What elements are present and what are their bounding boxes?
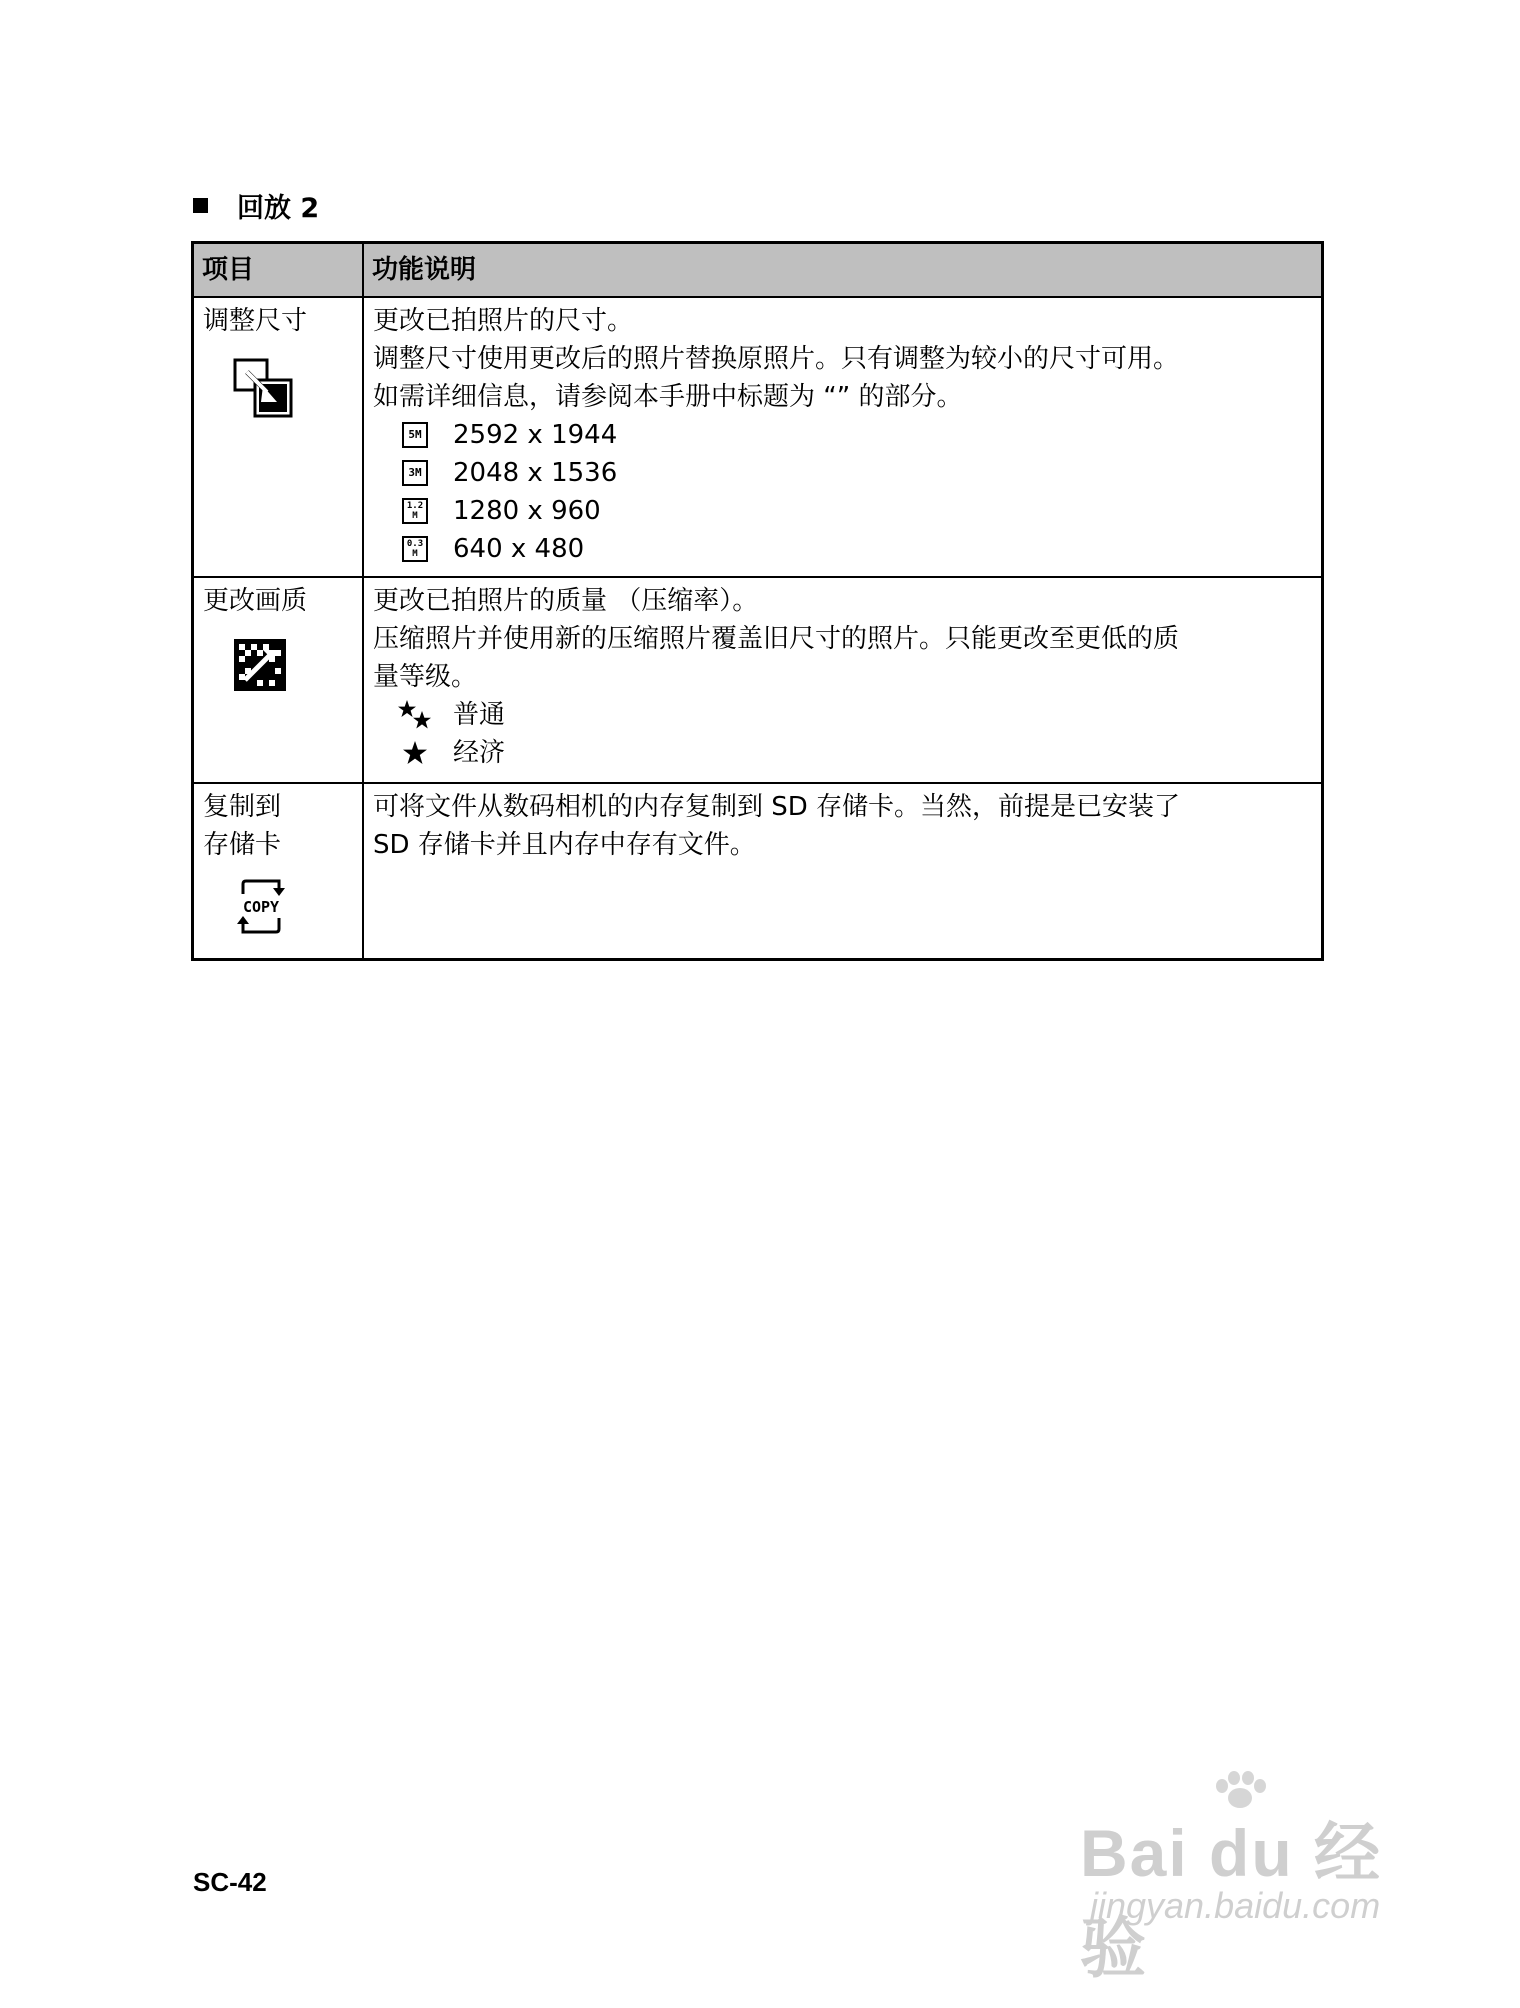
watermark bbox=[1070, 1770, 1430, 1985]
size-option bbox=[373, 492, 1313, 530]
item-cell bbox=[193, 783, 364, 959]
description-cell bbox=[363, 577, 1323, 783]
description-line: 量等级。 bbox=[373, 662, 478, 692]
copy-icon-text: COPY bbox=[242, 898, 280, 916]
section-title: 回放 2 bbox=[237, 193, 320, 224]
description-line: 可将文件从数码相机的内存复制到 SD 存储卡。当然，前提是已安装了 bbox=[373, 792, 1181, 822]
size-option bbox=[373, 416, 1313, 454]
size-option bbox=[373, 530, 1313, 568]
description-line: 压缩照片并使用新的压缩照片覆盖旧尺寸的照片。只能更改至更低的质 bbox=[373, 624, 1180, 654]
table-row bbox=[193, 297, 1323, 577]
1-2m-size-icon: 1.2 M bbox=[402, 498, 428, 524]
bullet-square-icon bbox=[193, 198, 208, 213]
page-number: SC-42 bbox=[193, 1867, 267, 1897]
quality-option-label: 经济 bbox=[453, 738, 506, 768]
item-cell bbox=[193, 577, 364, 783]
one-star-icon bbox=[402, 740, 428, 766]
quality-option bbox=[373, 696, 1313, 734]
watermark-brand: Bai du 经验 bbox=[1080, 1816, 1383, 1985]
quality-icon bbox=[233, 638, 287, 692]
size-option-label: 1280 x 960 bbox=[453, 496, 601, 526]
item-label: 存储卡 bbox=[203, 830, 282, 860]
size-option-label: 2592 x 1944 bbox=[453, 420, 618, 450]
playback-settings-table bbox=[191, 241, 1324, 961]
item-cell bbox=[193, 297, 364, 577]
0-3m-size-icon: 0.3 M bbox=[402, 536, 428, 562]
header-description: 功能说明 bbox=[363, 243, 1323, 298]
copy-icon bbox=[233, 878, 289, 934]
description-line: 更改已拍照片的质量 （压缩率）。 bbox=[373, 586, 759, 616]
description-line: 如需详细信息，请参阅本手册中标题为 “” 的部分。 bbox=[373, 382, 963, 412]
section-heading bbox=[193, 186, 319, 225]
description-line: 更改已拍照片的尺寸。 bbox=[373, 306, 634, 336]
header-item: 项目 bbox=[193, 243, 364, 298]
description-line: 调整尺寸使用更改后的照片替换原照片。只有调整为较小的尺寸可用。 bbox=[373, 344, 1180, 374]
two-stars-icon bbox=[398, 699, 432, 731]
table-header-row bbox=[193, 243, 1323, 298]
table-row bbox=[193, 577, 1323, 783]
item-label: 调整尺寸 bbox=[203, 306, 308, 336]
resize-icon bbox=[233, 358, 295, 420]
description-line: SD 存储卡并且内存中存有文件。 bbox=[373, 830, 756, 860]
description-cell bbox=[363, 783, 1323, 959]
description-cell bbox=[363, 297, 1323, 577]
item-label: 复制到 bbox=[203, 792, 282, 822]
size-option bbox=[373, 454, 1313, 492]
quality-option bbox=[373, 734, 1313, 772]
table-row bbox=[193, 783, 1323, 959]
3m-size-icon: 3M bbox=[402, 460, 428, 486]
quality-option-label: 普通 bbox=[453, 700, 506, 730]
size-option-label: 640 x 480 bbox=[453, 534, 585, 564]
5m-size-icon: 5M bbox=[402, 422, 428, 448]
size-option-label: 2048 x 1536 bbox=[453, 458, 618, 488]
item-label: 更改画质 bbox=[203, 586, 308, 616]
watermark-site: jingyan.baidu.com bbox=[1090, 1885, 1381, 1926]
